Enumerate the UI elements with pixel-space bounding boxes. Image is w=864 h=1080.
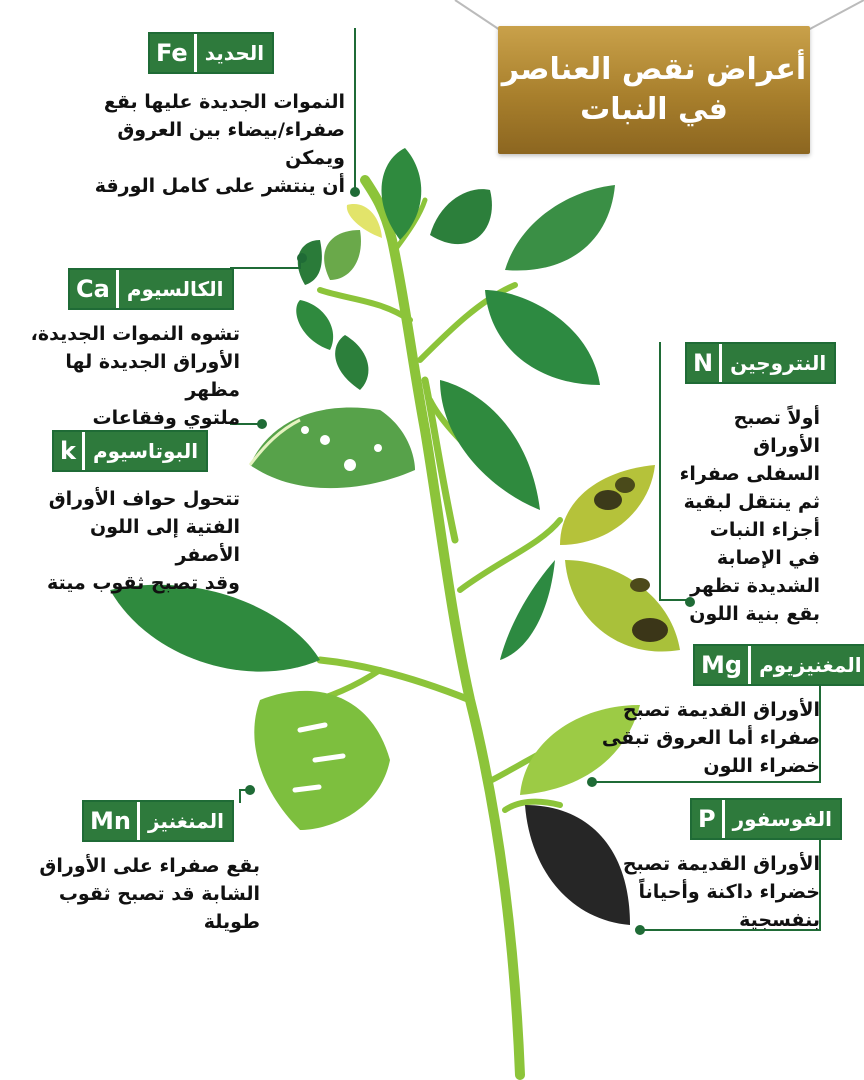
ca-description: تشوه النموات الجديدة، الأوراق الجديدة لها مظهر ملتوي وفقاعات xyxy=(30,323,240,429)
ca-name: الكالسيوم xyxy=(119,270,232,308)
banner-string-left xyxy=(455,0,500,30)
leaf-mn-holes xyxy=(254,691,390,830)
banner-title-line1: أعراض نقص العناصر xyxy=(501,52,807,87)
n-description: أولاً تصبح الأوراق السفلى صفراء ثم ينتقل لبقية أجزاء النبات في الإصابة الشديدة تظهر بقع بنية اللون xyxy=(679,407,820,625)
leaf-n-yellowing xyxy=(560,465,655,545)
ca-header xyxy=(68,268,234,310)
k-description: تتحول حواف الأوراق الفتية إلى اللون الأصفر وقد تصبح ثقوب ميتة xyxy=(47,488,240,594)
k-symbol: k xyxy=(54,432,85,470)
mg-description: الأوراق القديمة تصبح صفراء أما العروق تبقى خضراء اللون xyxy=(601,699,820,777)
mg-symbol: Mg xyxy=(695,646,751,684)
n-symbol: N xyxy=(687,344,722,382)
k-header xyxy=(52,430,208,472)
fe-name: الحديد xyxy=(197,34,272,72)
n-header xyxy=(685,342,836,384)
leaf-n-lower xyxy=(500,560,680,660)
k-name: البوتاسيوم xyxy=(85,432,206,470)
leaf-upper-pair xyxy=(324,185,615,280)
fe-description: النموات الجديدة عليها بقع صفراء/بيضاء بين العروق ويمكن أن ينتشر على كامل الورقة xyxy=(94,91,345,197)
n-name: النتروجين xyxy=(722,344,834,382)
ca-symbol: Ca xyxy=(70,270,119,308)
banner-title-line2: في النبات xyxy=(580,92,728,127)
fe-symbol: Fe xyxy=(150,34,197,72)
title-banner xyxy=(498,26,810,154)
leaf-p-dark xyxy=(525,805,630,925)
fe-header xyxy=(148,32,274,74)
p-symbol: P xyxy=(692,800,725,838)
mg-header xyxy=(693,644,864,686)
mn-description: بقع صفراء على الأوراق الشابة قد تصبح ثقوب طويلة xyxy=(39,855,260,933)
p-description: الأوراق القديمة تصبح خضراء داكنة وأحياناً بنفسجية xyxy=(622,853,820,931)
p-name: الفوسفور xyxy=(725,800,840,838)
mg-name: المغنيزيوم xyxy=(751,646,864,684)
mn-symbol: Mn xyxy=(84,802,140,840)
p-header xyxy=(690,798,842,840)
leaf-left-large xyxy=(110,585,320,672)
leaf-k-spotted xyxy=(250,407,415,488)
leaf-mid-right xyxy=(440,290,600,510)
banner-string-right xyxy=(808,0,864,30)
mn-name: المنغنيز xyxy=(140,802,232,840)
mn-header xyxy=(82,800,234,842)
